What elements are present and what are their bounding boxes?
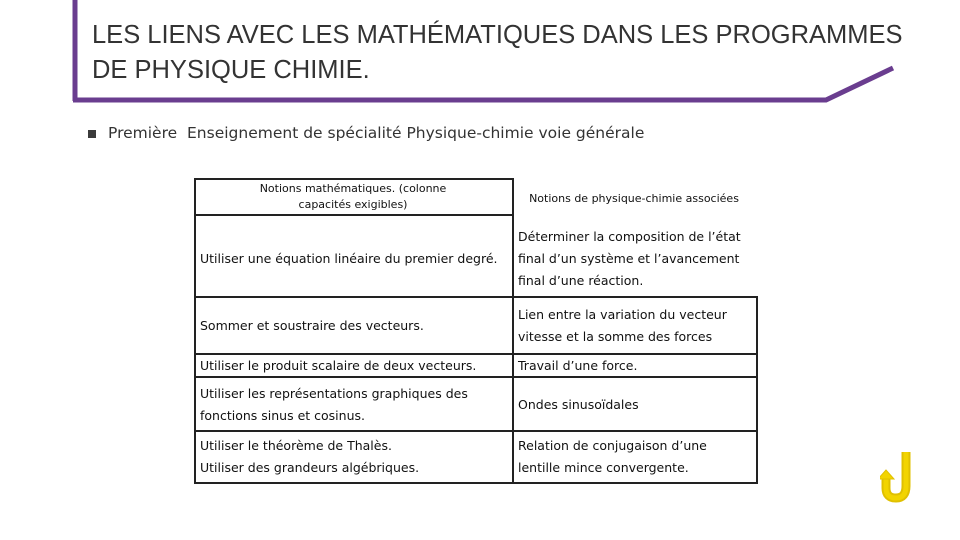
table-cell-math: Utiliser les représentations graphiques des fonctions sinus et cosinus. (200, 386, 468, 423)
table-cell-math: Utiliser le théorème de Thalès. Utiliser des grandeurs algébriques. (200, 438, 420, 475)
bullet-text: Enseignement de spécialité Physique-chimie voie générale (187, 124, 645, 142)
header-physics (514, 182, 754, 216)
row-divider (194, 296, 758, 298)
bullet-prefix: Première (108, 124, 178, 142)
header-math (194, 178, 512, 216)
table-cell-physics: Lien entre la variation du vecteur vitesse et la somme des forces (518, 307, 727, 344)
table-cell-math: Sommer et soustraire des vecteurs. (200, 318, 424, 333)
table-cell-math: Utiliser une équation linéaire du premier degré. (200, 251, 498, 266)
header-math-label: Notions mathématiques. (colonne capacités exigibles) (259, 182, 447, 211)
bullet-item (88, 122, 644, 144)
table-mid-border (512, 178, 514, 484)
table-cell-physics: Travail d’une force. (518, 358, 638, 373)
row-divider (194, 430, 758, 432)
table-left-border (194, 178, 196, 484)
return-arrow-icon[interactable] (880, 448, 920, 504)
table-cell-physics: Ondes sinusoïdales (518, 397, 639, 412)
slide-title: LES LIENS AVEC LES MATHÉMATIQUES DANS LES PROGRAMMES DE PHYSIQUE CHIMIE. (92, 21, 903, 84)
table-cell-physics: Déterminer la composition de l’état final d’un système et l’avancement final d’une réaction. (518, 229, 741, 288)
bullet-gap (177, 124, 187, 142)
table-bottom-border (194, 482, 758, 484)
header-physics-label: Notions de physique-chimie associées (529, 192, 739, 205)
square-bullet-icon (88, 130, 96, 138)
table-cell-physics: Relation de conjugaison d’une lentille mince convergente. (518, 438, 707, 475)
table-cell-math: Utiliser le produit scalaire de deux vecteurs. (200, 358, 477, 373)
